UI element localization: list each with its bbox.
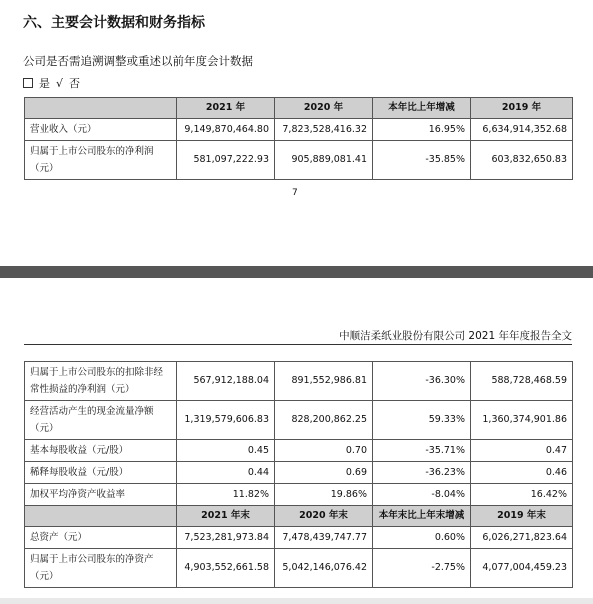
table-row (25, 527, 573, 549)
value-cell: 828,200,862.25 (275, 401, 373, 440)
table-header-row (25, 98, 573, 119)
next-page-strip (0, 598, 593, 604)
yes-label: 是 (39, 77, 50, 90)
value-cell: 891,552,986.81 (275, 362, 373, 401)
value-cell: 603,832,650.83 (471, 141, 573, 180)
value-cell: 4,903,552,661.58 (177, 549, 275, 588)
header-cell: 2021 年末 (177, 506, 275, 527)
table-row (25, 362, 573, 401)
row-label: 归属于上市公司股东的扣除非经常性损益的净利润（元） (25, 362, 177, 401)
value-cell: 581,097,222.93 (177, 141, 275, 180)
value-cell: 0.44 (177, 462, 275, 484)
value-cell: 9,149,870,464.80 (177, 119, 275, 141)
row-label: 营业收入（元） (25, 119, 177, 141)
row-label: 稀释每股收益（元/股） (25, 462, 177, 484)
value-cell: -35.85% (373, 141, 471, 180)
value-cell: 7,823,528,416.32 (275, 119, 373, 141)
page-break-band (0, 266, 593, 278)
header-cell: 2019 年末 (471, 506, 573, 527)
header-cell: 2019 年 (471, 98, 573, 119)
value-cell: 0.47 (471, 440, 573, 462)
page-number: 7 (292, 188, 298, 198)
row-label: 基本每股收益（元/股） (25, 440, 177, 462)
section-title: 六、主要会计数据和财务指标 (23, 15, 205, 31)
row-label: 归属于上市公司股东的净资产（元） (25, 549, 177, 588)
value-cell: 19.86% (275, 484, 373, 506)
table-header-row (25, 506, 573, 527)
value-cell: 588,728,468.59 (471, 362, 573, 401)
value-cell: 5,042,146,076.42 (275, 549, 373, 588)
restatement-options (23, 75, 80, 91)
value-cell: 0.69 (275, 462, 373, 484)
financial-table-page8 (24, 361, 573, 588)
value-cell: 11.82% (177, 484, 275, 506)
header-cell: 本年末比上年末增减 (373, 506, 471, 527)
value-cell: 1,319,579,606.83 (177, 401, 275, 440)
check-mark: √ (56, 76, 64, 90)
header-cell: 2020 年末 (275, 506, 373, 527)
header-cell: 本年比上年增减 (373, 98, 471, 119)
value-cell: 16.42% (471, 484, 573, 506)
row-label: 加权平均净资产收益率 (25, 484, 177, 506)
value-cell: 4,077,004,459.23 (471, 549, 573, 588)
value-cell: 0.46 (471, 462, 573, 484)
value-cell: 0.70 (275, 440, 373, 462)
value-cell: -35.71% (373, 440, 471, 462)
value-cell: 905,889,081.41 (275, 141, 373, 180)
table-row (25, 119, 573, 141)
value-cell: 59.33% (373, 401, 471, 440)
value-cell: -36.30% (373, 362, 471, 401)
header-cell (25, 506, 177, 527)
value-cell: 1,360,374,901.86 (471, 401, 573, 440)
table-row (25, 401, 573, 440)
value-cell: -8.04% (373, 484, 471, 506)
value-cell: 6,634,914,352.68 (471, 119, 573, 141)
value-cell: -2.75% (373, 549, 471, 588)
value-cell: 0.45 (177, 440, 275, 462)
row-label: 总资产（元） (25, 527, 177, 549)
no-label: 否 (69, 77, 81, 90)
header-rule (24, 344, 572, 345)
financial-table-page7 (24, 97, 573, 180)
value-cell: -36.23% (373, 462, 471, 484)
yes-checkbox[interactable] (23, 78, 33, 88)
table-row (25, 549, 573, 588)
row-label: 归属于上市公司股东的净利润（元） (25, 141, 177, 180)
value-cell: 567,912,188.04 (177, 362, 275, 401)
header-cell (25, 98, 177, 119)
table-row (25, 462, 573, 484)
report-header: 中顺洁柔纸业股份有限公司 2021 年年度报告全文 (339, 330, 572, 342)
table-row (25, 484, 573, 506)
value-cell: 7,478,439,747.77 (275, 527, 373, 549)
header-cell: 2021 年 (177, 98, 275, 119)
table-row (25, 440, 573, 462)
value-cell: 7,523,281,973.84 (177, 527, 275, 549)
table-row (25, 141, 573, 180)
value-cell: 0.60% (373, 527, 471, 549)
value-cell: 16.95% (373, 119, 471, 141)
row-label: 经营活动产生的现金流量净额（元） (25, 401, 177, 440)
restatement-question: 公司是否需追溯调整或重述以前年度会计数据 (23, 54, 253, 68)
header-cell: 2020 年 (275, 98, 373, 119)
value-cell: 6,026,271,823.64 (471, 527, 573, 549)
